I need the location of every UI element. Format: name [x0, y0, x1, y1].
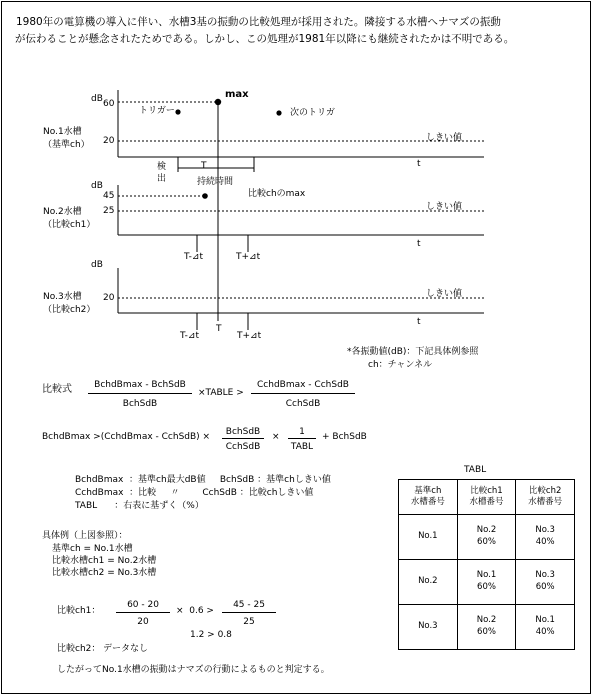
panel1-db-label: dB	[91, 94, 103, 104]
table-cell	[516, 605, 575, 650]
cell-text: 40%	[535, 537, 555, 547]
example-fraction-bar-1	[116, 612, 170, 613]
panel1-next-trigger-point	[276, 110, 281, 115]
formula2-fraction-bar-1	[222, 438, 264, 439]
panel2-value-25: 25	[103, 206, 115, 216]
example-denominator-1: 20	[137, 617, 149, 627]
tabl-header-text: 基準ch	[414, 485, 442, 496]
panel1-next-trigger-label: 次のトリガ	[290, 108, 335, 118]
panel3-tank-name: No.3水槽	[43, 292, 82, 302]
panel2-value-45: 45	[103, 191, 115, 201]
example-operator: × 0.6 >	[176, 606, 214, 616]
panel2-compare-max-label: 比較chのmax	[248, 189, 306, 199]
tabl-title: TABL	[464, 465, 487, 475]
panel3-t-label: t	[417, 317, 421, 327]
panel3-threshold-label: しきい値	[426, 289, 463, 299]
note-channel: ch：チャンネル	[368, 360, 433, 370]
example-numerator-1: 60 - 20	[127, 600, 159, 610]
formula2-denominator-1: CchSdB	[225, 442, 261, 452]
panel1-value-20: 20	[103, 136, 115, 146]
example-numerator-2: 45 - 25	[233, 600, 265, 610]
table-row	[399, 515, 575, 560]
cell-text: 60%	[535, 582, 555, 592]
table-row	[399, 605, 575, 650]
cell-text: No.3	[535, 525, 555, 536]
example-line-1: 基準ch = No.1水槽	[52, 544, 133, 554]
note-values: *各振動値(dB)：下記具体例参照	[347, 347, 479, 357]
formula1-operator: ×TABLE >	[198, 388, 244, 398]
example-line-3: 比較水槽ch2 = No.3水槽	[52, 568, 157, 578]
formula1-fraction-bar-1	[88, 393, 192, 394]
panel2-max-point	[202, 193, 208, 199]
example-result: 1.2 > 0.8	[190, 630, 232, 640]
tabl-header-text: 比較ch1	[470, 485, 503, 496]
cell-text: 60%	[477, 627, 496, 637]
panel1-T-label: T	[201, 161, 207, 171]
cell-text: No.2	[418, 576, 438, 587]
tabl-table	[398, 479, 575, 650]
cell-text: No.1	[418, 531, 438, 542]
formula2-tail: + BchSdB	[322, 432, 367, 442]
formula2-fraction-bar-2	[288, 438, 316, 439]
panel2-t-plus-label: T+⊿t	[236, 252, 261, 262]
formula1-numerator-1: BchdBmax - BchSdB	[94, 380, 186, 390]
formula2-numerator-2: 1	[299, 427, 305, 437]
legend-row-3: TABL ：右表に基ずく（%）	[75, 501, 204, 511]
example-fraction-bar-2	[222, 612, 276, 613]
formula1-denominator-2: CchSdB	[285, 399, 321, 409]
tabl-header-cmp1	[457, 480, 516, 515]
table-cell	[516, 515, 575, 560]
table-cell	[457, 515, 516, 560]
table-row	[399, 560, 575, 605]
formula1-label: 比較式	[42, 384, 72, 395]
panel2-tank-name: No.2水槽	[43, 207, 82, 217]
tabl-header-text: 水槽番号	[410, 497, 445, 507]
panel3-db-label: dB	[91, 260, 103, 270]
formula2-lhs: BchdBmax >(CchdBmax - CchSdB) ×	[42, 432, 211, 442]
example-ch1-label: 比較ch1：	[57, 606, 101, 616]
cell-text: 60%	[477, 537, 496, 547]
intro-line-2: が伝わることが懸念されたためである。しかし、この処理が1981年以降にも継続されたかは不明である。	[15, 33, 515, 45]
table-cell	[399, 605, 458, 650]
cell-text: No.1	[476, 570, 497, 581]
panel2-t-label: t	[417, 239, 421, 249]
panel1-detect-label-1: 検	[157, 162, 167, 172]
panel2-threshold-label: しきい値	[426, 202, 463, 212]
cell-text: 60%	[477, 582, 496, 592]
formula2-numerator-1: BchSdB	[225, 427, 261, 437]
panel3-tank-role: （比較ch2）	[43, 305, 96, 315]
panel3-T-label: T	[216, 324, 222, 334]
panel2-db-label: dB	[91, 181, 103, 191]
table-cell	[399, 515, 458, 560]
tabl-header-base	[399, 480, 458, 515]
tabl-header-text: 比較ch2	[528, 485, 562, 496]
panel2-t-minus-label: T-⊿t	[184, 252, 203, 262]
example-ch2-label: 比較ch2：	[57, 644, 101, 654]
table-cell	[457, 560, 516, 605]
tabl-header-cmp2	[516, 480, 575, 515]
example-line-2: 比較水槽ch1 = No.2水槽	[52, 556, 157, 566]
panel3-value-20: 20	[103, 293, 115, 303]
intro-line-1: 1980年の電算機の導入に伴い、水槽3基の振動の比較処理が採用された。隣接する水槽へナマズの振動	[16, 16, 501, 28]
panel1-max-label: max	[225, 89, 249, 100]
cell-text: No.3	[535, 570, 555, 581]
panel1-trigger-point	[175, 109, 180, 114]
panel3-t-minus-label: T-⊿t	[180, 331, 199, 341]
example-denominator-2: 25	[243, 617, 255, 627]
panel1-t-label: t	[417, 159, 421, 169]
formula2-times: ×	[272, 432, 280, 442]
tabl-header-text: 水槽番号	[469, 497, 504, 507]
example-ch2-value: データなし	[103, 644, 149, 654]
example-title: 具体例（上図参照）：	[42, 531, 128, 541]
cell-text: No.2	[476, 615, 497, 626]
panel1-threshold-label: しきい値	[426, 133, 463, 143]
legend-row-1: BchdBmax ：基準ch最大dB値 BchSdB ：基準chしきい値	[75, 475, 331, 485]
formula1-numerator-2: CchdBmax - CchSdB	[257, 380, 349, 390]
table-cell	[457, 605, 516, 650]
cell-text: No.2	[476, 525, 497, 536]
formula1-denominator-1: BchSdB	[122, 399, 158, 409]
table-cell	[516, 560, 575, 605]
legend-row-2: CchdBmax ：比較 〃 CchSdB ：比較chしきい値	[75, 488, 314, 498]
cell-text: 40%	[535, 627, 555, 637]
panel1-value-60: 60	[103, 99, 115, 109]
panel1-tank-name: No.1水槽	[43, 127, 82, 137]
panel1-detect-label-2: 出	[157, 174, 167, 184]
panel2-tank-role: （比較ch1）	[43, 220, 96, 230]
panel1-tank-role: （基準ch）	[43, 140, 90, 150]
tabl-header-row	[399, 480, 575, 515]
cell-text: No.1	[535, 615, 555, 626]
formula2-denominator-2: TABL	[290, 442, 314, 452]
formula1-fraction-bar-2	[251, 393, 355, 394]
example-conclusion: したがってNo.1水槽の振動はナマズの行動によるものと判定する。	[57, 665, 330, 675]
panel3-t-plus-label: T+⊿t	[237, 331, 262, 341]
tabl-header-text: 水槽番号	[528, 497, 563, 507]
table-cell	[399, 560, 458, 605]
cell-text: No.3	[418, 621, 438, 632]
panel1-trigger-label: トリガー	[139, 106, 175, 116]
panel1-duration-label: 持続時間	[197, 177, 234, 187]
